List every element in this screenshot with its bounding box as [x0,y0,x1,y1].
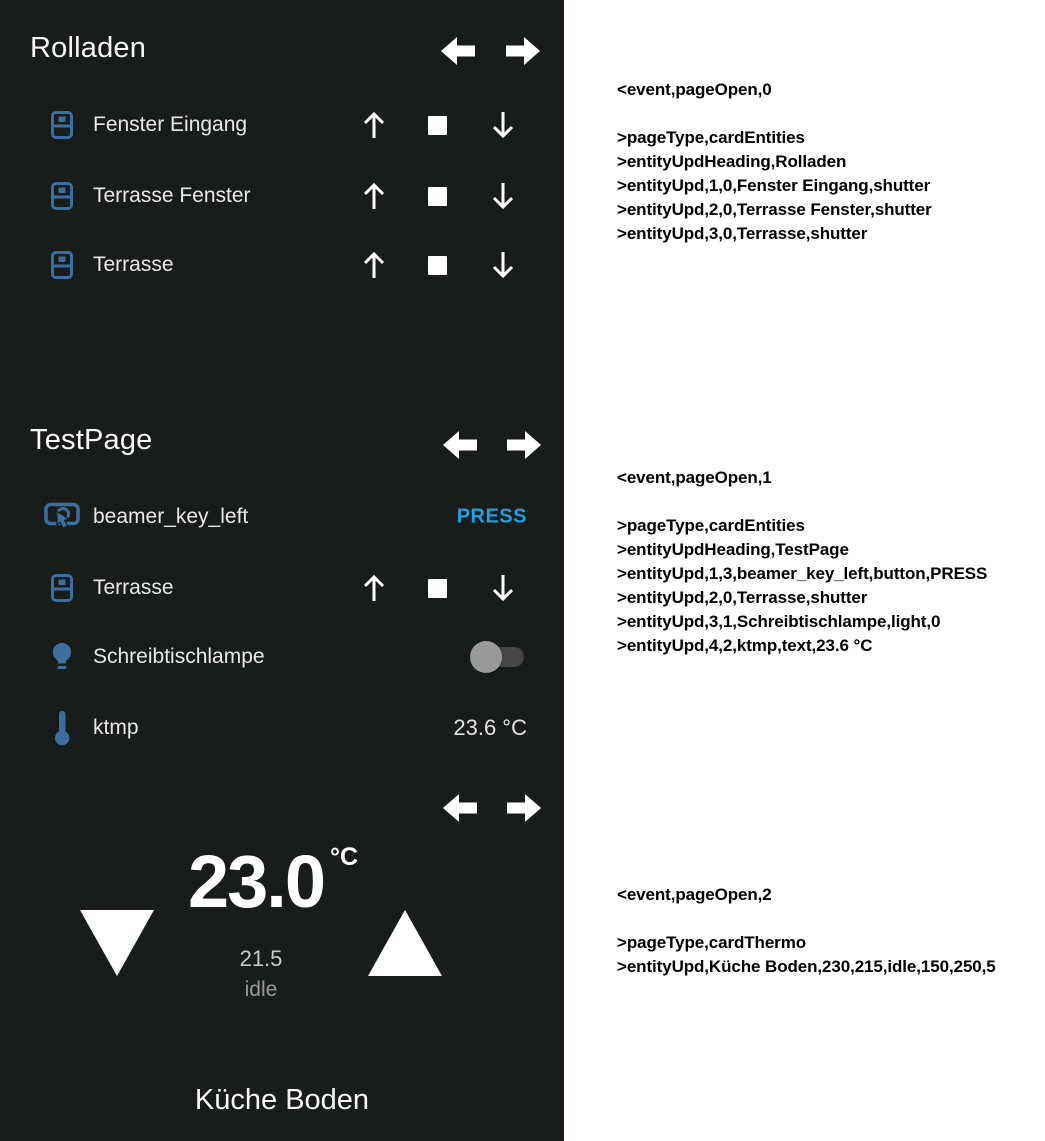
page-title: Rolladen [30,32,147,64]
up-button[interactable] [356,245,392,285]
entity-row [0,553,564,623]
log-line: >entityUpd,Küche Boden,230,215,idle,150,250,5 [617,957,996,976]
log-line: >entityUpdHeading,Rolladen [617,152,847,171]
toggle-switch[interactable] [470,641,524,673]
stop-square-icon [428,579,447,598]
log-event-line: <event,pageOpen,2 [617,885,772,904]
stop-button[interactable] [419,245,455,285]
down-button[interactable] [485,245,521,285]
log-block-page2 [617,883,1042,979]
entity-label: Terrasse [93,576,174,599]
entity-row [0,230,564,300]
shutter-icon [42,182,82,210]
log-line: >entityUpd,1,0,Fenster Eingang,shutter [617,176,931,195]
lightbulb-icon [42,641,82,673]
arrow-right-icon[interactable] [505,35,541,67]
stop-button[interactable] [419,176,455,216]
log-block-page1 [617,466,1042,658]
stop-square-icon [428,116,447,135]
log-line: >entityUpd,4,2,ktmp,text,23.6 °C [617,636,873,655]
arrow-left-icon[interactable] [442,429,478,461]
stop-square-icon [428,187,447,206]
up-button[interactable] [356,176,392,216]
log-line: >entityUpd,3,1,Schreibtischlampe,light,0 [617,612,941,631]
log-gap [617,102,1042,126]
log-event-line: <event,pageOpen,1 [617,468,772,487]
shutter-icon [42,111,82,139]
log-line: >entityUpd,2,0,Terrasse,shutter [617,588,868,607]
arrow-left-icon[interactable] [442,792,478,824]
entity-row [0,693,564,763]
current-temperature: 23.0 [188,840,325,923]
gesture-tap-icon [42,500,82,534]
entity-label: Terrasse [93,253,174,276]
thermometer-icon [42,710,82,746]
toggle-knob [470,641,502,673]
log-line: >entityUpd,3,0,Terrasse,shutter [617,224,868,243]
arrow-right-icon[interactable] [506,429,542,461]
hvac-state: idle [244,978,278,1001]
up-button[interactable] [356,105,392,145]
log-gap [617,490,1042,514]
log-line: >pageType,cardThermo [617,933,806,952]
entity-row [0,482,564,552]
page-title: TestPage [30,424,153,456]
log-line: >pageType,cardEntities [617,128,805,147]
entity-value: 23.6 °C [453,715,527,740]
entity-row [0,90,564,160]
entity-label: Schreibtischlampe [93,645,265,668]
entity-label: ktmp [93,716,139,739]
target-temperature: 21.5 [239,946,283,971]
log-gap [617,907,1042,931]
temperature-unit: °C [330,843,359,871]
stop-square-icon [428,256,447,275]
arrow-right-icon[interactable] [506,792,542,824]
up-button[interactable] [356,568,392,608]
stop-button[interactable] [419,568,455,608]
down-button[interactable] [485,176,521,216]
log-event-line: <event,pageOpen,0 [617,80,772,99]
log-line: >entityUpdHeading,TestPage [617,540,849,559]
entity-label: beamer_key_left [93,505,249,528]
down-button[interactable] [485,568,521,608]
press-button[interactable]: PRESS [456,505,527,528]
shutter-icon [42,251,82,279]
log-line: >entityUpd,1,3,beamer_key_left,button,PRESS [617,564,988,583]
down-button[interactable] [485,105,521,145]
log-block-page0 [617,78,1042,246]
entity-label: Terrasse Fenster [93,184,251,207]
log-line: >entityUpd,2,0,Terrasse Fenster,shutter [617,200,932,219]
stop-button[interactable] [419,105,455,145]
shutter-icon [42,574,82,602]
entity-label: Fenster Eingang [93,113,248,136]
entity-row [0,622,564,692]
arrow-left-icon[interactable] [440,35,476,67]
log-line: >pageType,cardEntities [617,516,805,535]
thermostat-name: Küche Boden [194,1084,370,1116]
entity-row [0,161,564,231]
